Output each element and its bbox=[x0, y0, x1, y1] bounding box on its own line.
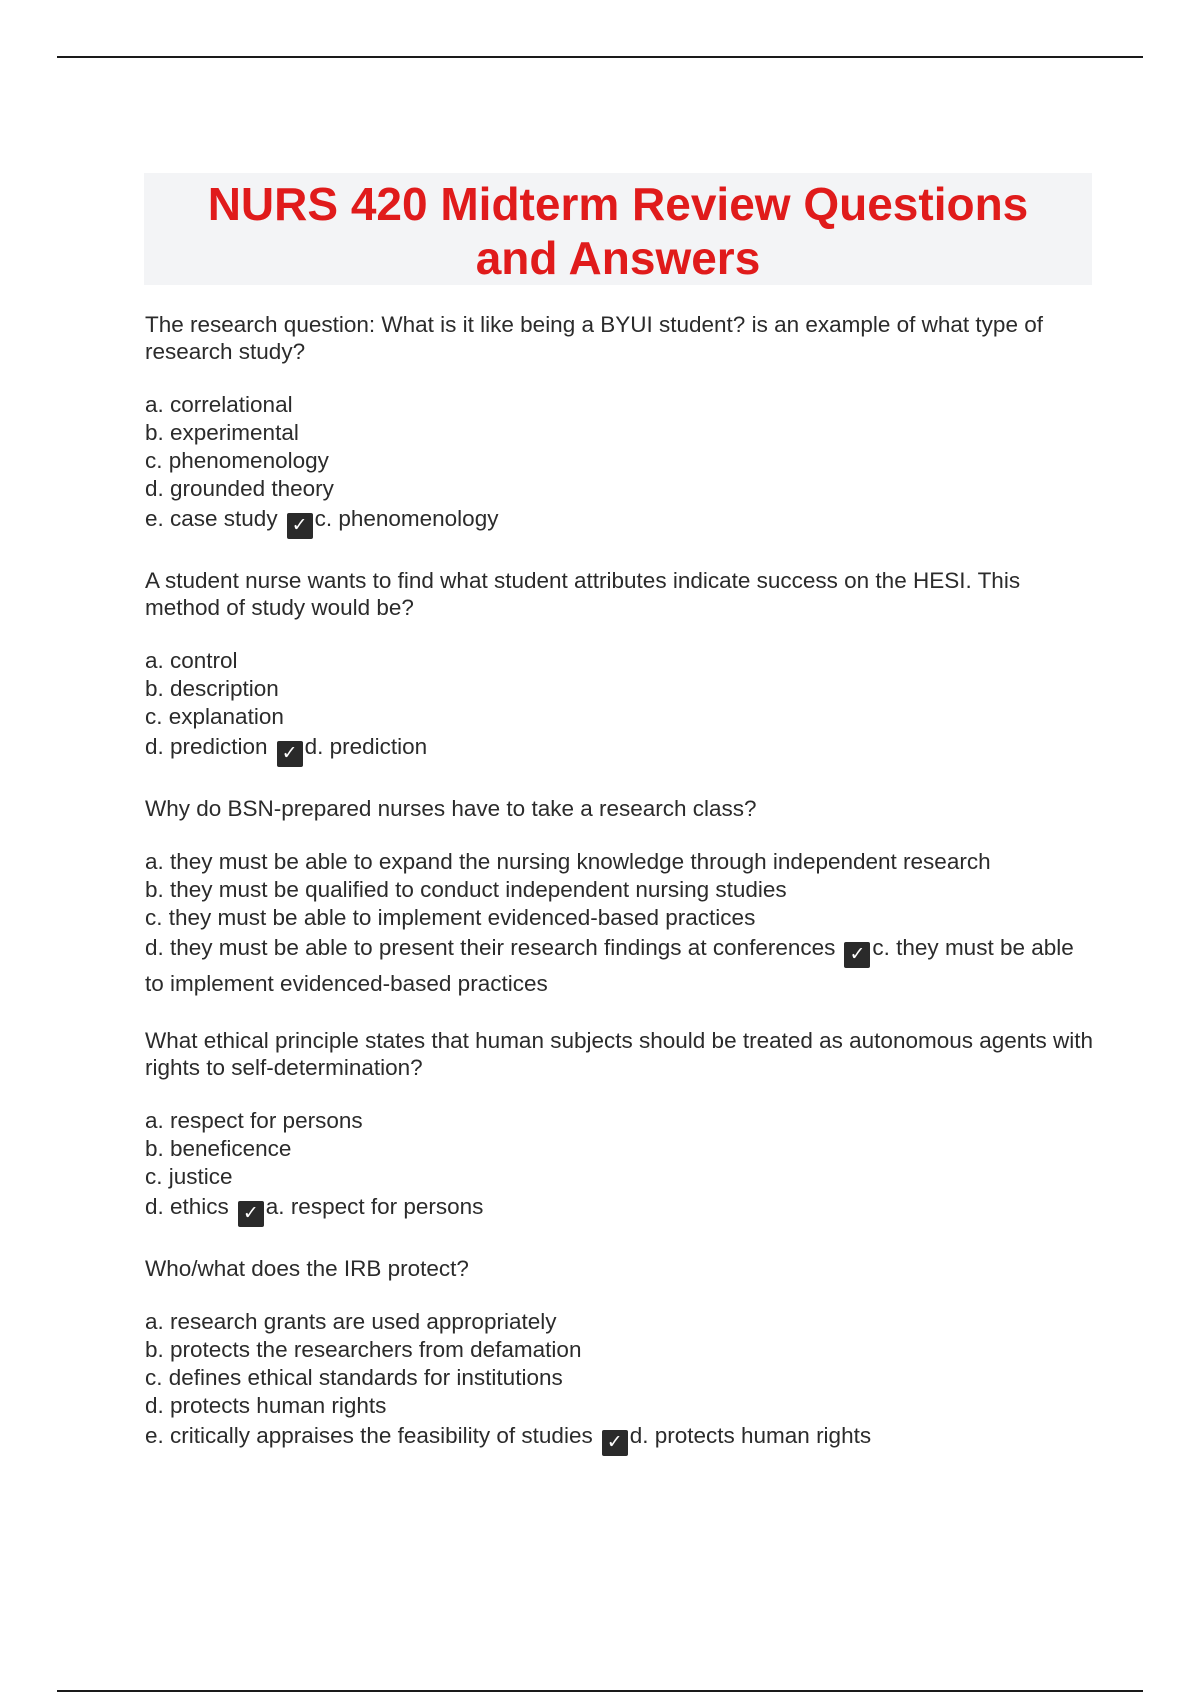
qa-item-1 bbox=[145, 311, 1095, 539]
option-list bbox=[145, 848, 1095, 999]
qa-item-4 bbox=[145, 1027, 1095, 1227]
option: d. prediction bbox=[145, 734, 268, 759]
page-title-line-1: NURS 420 Midterm Review Questions bbox=[207, 178, 1029, 230]
option: a. they must be able to expand the nursing knowledge through independent research bbox=[145, 849, 991, 874]
option: b. protects the researchers from defamation bbox=[145, 1337, 582, 1362]
option: a. control bbox=[145, 648, 238, 673]
option: d. grounded theory bbox=[145, 476, 334, 501]
checkmark-icon: ✓ bbox=[602, 1430, 628, 1456]
option: c. justice bbox=[145, 1164, 233, 1189]
qa-item-5 bbox=[145, 1255, 1095, 1456]
option: a. correlational bbox=[145, 392, 293, 417]
checkmark-icon: ✓ bbox=[238, 1201, 264, 1227]
qa-item-2 bbox=[145, 567, 1095, 767]
qa-list bbox=[145, 311, 1095, 1484]
option-list bbox=[145, 647, 1095, 767]
option: a. respect for persons bbox=[145, 1108, 363, 1133]
option: c. they must be able to implement evidenced-based practices bbox=[145, 905, 756, 930]
question-text: Why do BSN-prepared nurses have to take a research class? bbox=[145, 796, 757, 821]
option-list bbox=[145, 1107, 1095, 1227]
option: c. defines ethical standards for institutions bbox=[145, 1365, 563, 1390]
option: d. protects human rights bbox=[145, 1393, 387, 1418]
question-text: A student nurse wants to find what student attributes indicate success on the HESI. This method of study would be? bbox=[145, 568, 1021, 620]
answer-text: d. prediction bbox=[304, 734, 428, 759]
option: a. research grants are used appropriately bbox=[145, 1309, 557, 1334]
option-list bbox=[145, 1308, 1095, 1456]
option: b. experimental bbox=[145, 420, 299, 445]
question-text: The research question: What is it like being a BYUI student? is an example of what type of research study? bbox=[145, 312, 1043, 364]
answer-text: a. respect for persons bbox=[265, 1194, 484, 1219]
bottom-rule bbox=[57, 1690, 1143, 1692]
answer-text: d. protects human rights bbox=[629, 1423, 872, 1448]
option-with-answer bbox=[145, 731, 1095, 767]
option: e. critically appraises the feasibility of studies bbox=[145, 1423, 593, 1448]
page-title-line-2: and Answers bbox=[475, 232, 761, 284]
checkmark-icon: ✓ bbox=[844, 942, 870, 968]
checkmark-icon: ✓ bbox=[277, 741, 303, 767]
top-rule bbox=[57, 56, 1143, 58]
option: c. explanation bbox=[145, 704, 284, 729]
answer-text: c. phenomenology bbox=[314, 506, 499, 531]
question-text: What ethical principle states that human subjects should be treated as autonomous agents with rights to self-determination? bbox=[145, 1028, 1094, 1080]
qa-item-3 bbox=[145, 795, 1095, 999]
answer-text: c. they must be able to implement evidenced-based practices bbox=[145, 935, 1074, 996]
option: d. they must be able to present their research findings at conferences bbox=[145, 935, 836, 960]
option-with-answer bbox=[145, 503, 1095, 539]
option: e. case study bbox=[145, 506, 278, 531]
option: b. description bbox=[145, 676, 279, 701]
question-text: Who/what does the IRB protect? bbox=[145, 1256, 469, 1281]
option: d. ethics bbox=[145, 1194, 229, 1219]
option-with-answer bbox=[145, 1191, 1095, 1227]
option-list bbox=[145, 391, 1095, 539]
option: b. they must be qualified to conduct independent nursing studies bbox=[145, 877, 787, 902]
option: b. beneficence bbox=[145, 1136, 292, 1161]
title-banner bbox=[144, 173, 1092, 285]
option-with-answer bbox=[145, 1420, 1095, 1456]
option-with-answer bbox=[145, 932, 1095, 999]
option: c. phenomenology bbox=[145, 448, 329, 473]
checkmark-icon: ✓ bbox=[287, 513, 313, 539]
